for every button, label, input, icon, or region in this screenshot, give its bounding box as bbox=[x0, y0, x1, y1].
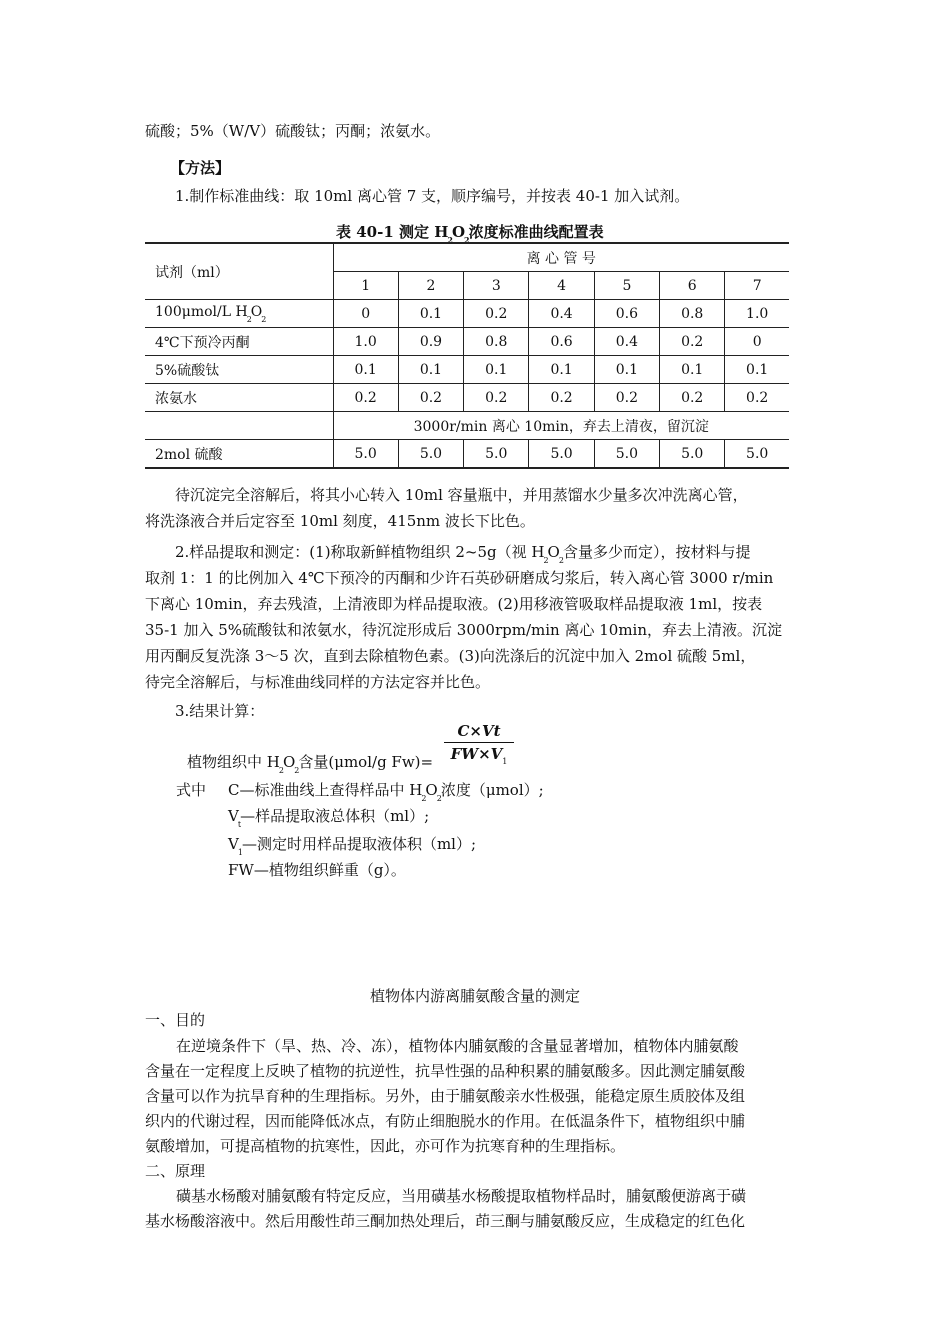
tube-number: 2 bbox=[398, 272, 463, 300]
table-cell: 5.0 bbox=[464, 440, 529, 469]
row-label: 100μmol/L $H_2O_2$ bbox=[145, 300, 333, 328]
table-cell: 0.2 bbox=[660, 384, 725, 412]
para-line: 含量可以作为抗旱育种的生理指标。另外，由于脯氨酸亲水性极强，能稳定原生质胶体及组 bbox=[145, 1087, 746, 1105]
tube-number: 5 bbox=[594, 272, 659, 300]
tube-number: 6 bbox=[660, 272, 725, 300]
table-cell: 0.4 bbox=[529, 300, 594, 328]
tube-header: 离 心 管 号 bbox=[333, 243, 789, 272]
step1-text: 1.制作标准曲线：取 10ml 离心管 7 支，顺序编号，并按表 40-1 加入试剂。 bbox=[175, 187, 690, 205]
table-cell: 0.8 bbox=[660, 300, 725, 328]
table-cell: 0.1 bbox=[398, 356, 463, 384]
para-line: 将洗涤液合并后定容至 10ml 刻度，415nm 波长下比色。 bbox=[145, 512, 535, 530]
table-cell: 0 bbox=[333, 300, 398, 328]
tube-number: 7 bbox=[725, 272, 789, 300]
formula-fraction bbox=[444, 720, 514, 765]
table-cell: 0.2 bbox=[660, 328, 725, 356]
table-cell: 0.1 bbox=[594, 356, 659, 384]
formula-denominator: $FW\times V_1$ bbox=[450, 745, 508, 766]
table-title: 表 40-1 测定 $H_2O_2$浓度标准曲线配置表 bbox=[336, 223, 604, 245]
tube-number: 1 bbox=[333, 272, 398, 300]
row-label: 2mol 硫酸 bbox=[145, 440, 333, 469]
table-cell: 0.1 bbox=[660, 356, 725, 384]
table-cell: 1.0 bbox=[725, 300, 789, 328]
table-cell: 0.2 bbox=[398, 384, 463, 412]
para-line: 取剂 1：1 的比例加入 4℃下预冷的丙酮和少许石英砂研磨成匀浆后，转入离心管 3000 r/min bbox=[145, 569, 774, 587]
para-line: 35-1 加入 5%硫酸钛和浓氨水，待沉淀形成后 3000rpm/min 离心 10min，弃去上清液。沉淀 bbox=[145, 621, 783, 639]
reagents-line: 硫酸；5%（W/V）硫酸钛；丙酮；浓氨水。 bbox=[145, 122, 441, 140]
row-label: 浓氨水 bbox=[145, 384, 333, 412]
table-cell: 0.1 bbox=[333, 356, 398, 384]
para-line: 下离心 10min，弃去残渣，上清液即为样品提取液。(2)用移液管吸取样品提取液 1ml，按表 bbox=[145, 595, 763, 613]
row-label: 4℃下预冷丙酮 bbox=[145, 328, 333, 356]
section-title: 植物体内游离脯氨酸含量的测定 bbox=[369, 987, 580, 1005]
table-cell: 5.0 bbox=[529, 440, 594, 469]
table-cell: 0.9 bbox=[398, 328, 463, 356]
table-row bbox=[145, 440, 789, 469]
table-cell: 5.0 bbox=[660, 440, 725, 469]
table-cell: 5.0 bbox=[398, 440, 463, 469]
table-cell: 1.0 bbox=[333, 328, 398, 356]
table-cell: 0.2 bbox=[725, 384, 789, 412]
table-cell: 0.1 bbox=[398, 300, 463, 328]
table-header-row bbox=[145, 243, 789, 272]
table-cell: 0.1 bbox=[464, 356, 529, 384]
method-heading: 【方法】 bbox=[170, 159, 231, 177]
legend-intro: 式中 bbox=[176, 781, 207, 799]
table-row bbox=[145, 384, 789, 412]
row-label: 5%硫酸钛 bbox=[145, 356, 333, 384]
para-line: 2.样品提取和测定：(1)称取新鲜植物组织 2~5g（视 $H_2O_2$含量多少而定），按材料与提 bbox=[175, 543, 751, 565]
table-row bbox=[145, 412, 789, 440]
para-line: 氨酸增加，可提高植物的抗寒性，因此，亦可作为抗寒育种的生理指标。 bbox=[145, 1137, 626, 1155]
table-cell: 0.8 bbox=[464, 328, 529, 356]
table-cell: 0.2 bbox=[529, 384, 594, 412]
table-cell: 0.6 bbox=[529, 328, 594, 356]
table-cell: 5.0 bbox=[594, 440, 659, 469]
table-cell: 0.1 bbox=[725, 356, 789, 384]
para-line: 磺基水杨酸对脯氨酸有特定反应，当用磺基水杨酸提取植物样品时，脯氨酸便游离于磺 bbox=[176, 1187, 747, 1205]
table-cell: 0.1 bbox=[529, 356, 594, 384]
para-line: 用丙酮反复洗涤 3～5 次，直到去除植物色素。(3)向洗涤后的沉淀中加入 2mol 硫酸 5ml， bbox=[145, 647, 756, 665]
table-row bbox=[145, 356, 789, 384]
table-cell: 5.0 bbox=[725, 440, 789, 469]
standard-curve-table bbox=[145, 242, 789, 469]
purpose-heading: 一、目的 bbox=[145, 1011, 206, 1029]
table-cell: 0.2 bbox=[594, 384, 659, 412]
tube-number: 3 bbox=[464, 272, 529, 300]
table-row bbox=[145, 300, 789, 328]
reagent-header: 试剂（ml） bbox=[145, 243, 333, 300]
table-cell: 0.4 bbox=[594, 328, 659, 356]
para-line: 含量在一定程度上反映了植物的抗逆性，抗旱性强的品种积累的脯氨酸多。因此测定脯氨酸 bbox=[145, 1062, 746, 1080]
step3-heading: 3.结果计算： bbox=[175, 702, 265, 720]
para-line: 待沉淀完全溶解后，将其小心转入 10ml 容量瓶中，并用蒸馏水少量多次冲洗离心管， bbox=[175, 486, 748, 504]
para-line: 织内的代谢过程，因而能降低冰点，有防止细胞脱水的作用。在低温条件下，植物组织中脯 bbox=[145, 1112, 746, 1130]
table-row bbox=[145, 328, 789, 356]
para-line: 在逆境条件下（旱、热、冷、冻），植物体内脯氨酸的含量显著增加，植物体内脯氨酸 bbox=[176, 1037, 739, 1055]
tube-number: 4 bbox=[529, 272, 594, 300]
table-cell: 0 bbox=[725, 328, 789, 356]
legend-v1: $V_1—$测定时用样品提取液体积（ml）; bbox=[228, 835, 477, 857]
legend-vt: $V_t—$样品提取液总体积（ml）; bbox=[228, 807, 430, 829]
table-cell: 5.0 bbox=[333, 440, 398, 469]
para-line: 待完全溶解后，与标准曲线同样的方法定容并比色。 bbox=[145, 673, 491, 691]
para-line: 基水杨酸溶液中。然后用酸性茚三酮加热处理后，茚三酮与脯氨酸反应，生成稳定的红色化 bbox=[145, 1212, 746, 1230]
centrifuge-note: 3000r/min 离心 10min，弃去上清夜，留沉淀 bbox=[333, 412, 789, 440]
formula-numerator: C×Vt bbox=[444, 720, 514, 743]
table-cell: 0.2 bbox=[464, 300, 529, 328]
formula-lhs: 植物组织中 $H_2O_2$含量(μmol/g Fw)= bbox=[187, 753, 434, 775]
principle-heading: 二、原理 bbox=[145, 1162, 206, 1180]
table-cell: 0.2 bbox=[464, 384, 529, 412]
legend-c: C—标准曲线上查得样品中 $H_2O_2$浓度（μmol）; bbox=[228, 781, 544, 803]
table-cell: 0.2 bbox=[333, 384, 398, 412]
legend-fw: FW—植物组织鲜重（g）。 bbox=[228, 861, 406, 879]
table-cell: 0.6 bbox=[594, 300, 659, 328]
row-label bbox=[145, 412, 333, 440]
